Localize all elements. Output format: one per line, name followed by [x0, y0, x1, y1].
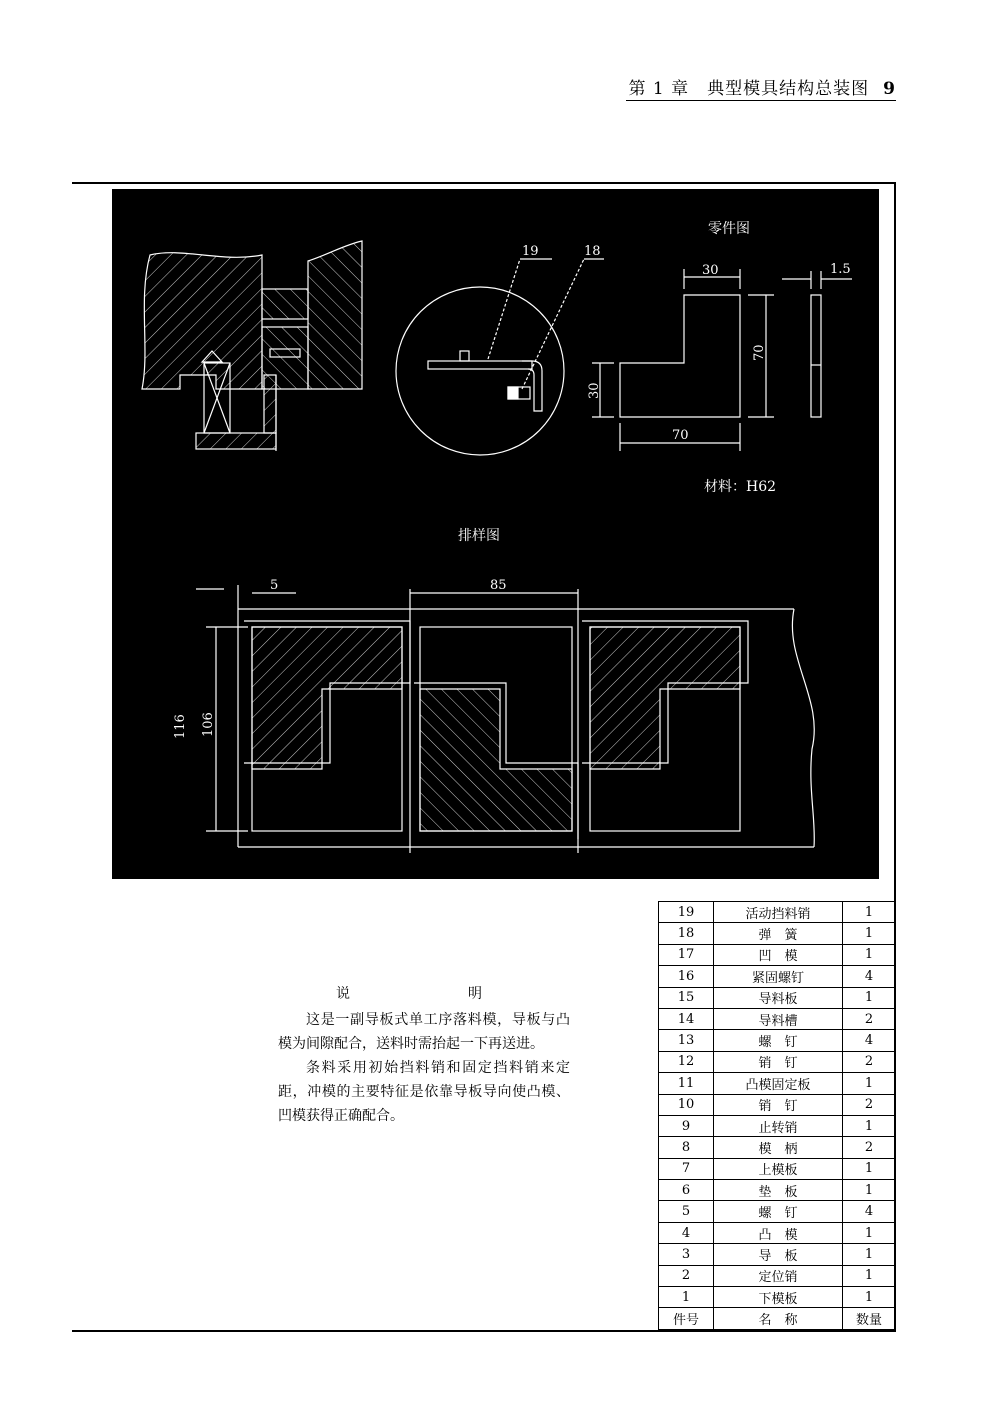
- part-name: 模 柄: [714, 1137, 843, 1158]
- parts-list-row: [659, 1094, 896, 1115]
- page-header: [629, 74, 896, 99]
- part-name: 凸模固定板: [714, 1073, 843, 1094]
- description-notes: [278, 982, 570, 1128]
- part-name: 弹 簧: [714, 923, 843, 944]
- part-number: 14: [659, 1008, 714, 1029]
- dim-layout-85: 85: [490, 578, 507, 593]
- part-name: 活动挡料销: [714, 902, 843, 923]
- parts-list-row: [659, 1008, 896, 1029]
- part-name: 紧固螺钉: [714, 966, 843, 987]
- part-number: 10: [659, 1094, 714, 1115]
- part-quantity: 4: [843, 1030, 896, 1051]
- part-quantity: 1: [843, 987, 896, 1008]
- part-quantity: 1: [843, 1158, 896, 1179]
- part-name: 垫 板: [714, 1180, 843, 1201]
- dim-layout-106: 106: [201, 712, 216, 737]
- part-number: 16: [659, 966, 714, 987]
- callout-19: 19: [522, 244, 539, 259]
- parts-list-row: [659, 1073, 896, 1094]
- detail-circle: [396, 259, 604, 455]
- callout-18: 18: [584, 244, 601, 259]
- part-quantity: 1: [843, 1073, 896, 1094]
- assembly-drawing: [112, 189, 879, 879]
- dim-part-1-5: 1.5: [830, 262, 851, 277]
- section-view: [142, 241, 362, 451]
- dim-part-30-top: 30: [702, 263, 719, 278]
- notes-paragraph-1: 这是一副导板式单工序落料模，导板与凸模为间隙配合，送料时需抬起一下再送进。: [278, 1012, 570, 1052]
- part-name: 销 钉: [714, 1094, 843, 1115]
- part-name: 导 板: [714, 1244, 843, 1265]
- part-quantity: 2: [843, 1094, 896, 1115]
- part-number: 1: [659, 1287, 714, 1308]
- part-quantity: 1: [843, 902, 896, 923]
- parts-list-row: [659, 987, 896, 1008]
- part-quantity: 1: [843, 944, 896, 965]
- part-number: 11: [659, 1073, 714, 1094]
- parts-list-row: [659, 1158, 896, 1179]
- part-quantity: 1: [843, 1265, 896, 1286]
- dim-part-70-bottom: 70: [672, 428, 689, 443]
- part-number: 7: [659, 1158, 714, 1179]
- parts-list-row: [659, 1287, 896, 1308]
- part-name: 导料槽: [714, 1008, 843, 1029]
- part-quantity: 2: [843, 1008, 896, 1029]
- parts-list-header-row: [659, 1308, 896, 1329]
- part-name: 上模板: [714, 1158, 843, 1179]
- page-number: 9: [883, 79, 896, 99]
- parts-list-row: [659, 1030, 896, 1051]
- part-quantity: 1: [843, 1180, 896, 1201]
- parts-list-row: [659, 902, 896, 923]
- part-number: 4: [659, 1222, 714, 1243]
- part-number: 3: [659, 1244, 714, 1265]
- frame-bottom-rule: [72, 1330, 896, 1332]
- header-part-number: 件号: [659, 1308, 714, 1329]
- dim-part-30-left: 30: [587, 382, 602, 399]
- part-number: 17: [659, 944, 714, 965]
- part-name: 螺 钉: [714, 1201, 843, 1222]
- notes-title: 说 明: [336, 986, 512, 1002]
- chapter-title: 第 1 章 典型模具结构总装图: [628, 79, 870, 99]
- layout-title: 排样图: [458, 528, 500, 544]
- part-number: 5: [659, 1201, 714, 1222]
- parts-list-row: [659, 1265, 896, 1286]
- header-rule: [626, 100, 896, 101]
- part-name: 导料板: [714, 987, 843, 1008]
- dim-layout-5: 5: [270, 578, 279, 593]
- part-name: 凹 模: [714, 944, 843, 965]
- part-name: 定位销: [714, 1265, 843, 1286]
- part-drawing-title: 零件图: [708, 221, 750, 237]
- part-quantity: 1: [843, 1244, 896, 1265]
- part-number: 19: [659, 902, 714, 923]
- parts-list-row: [659, 1201, 896, 1222]
- part-number: 8: [659, 1137, 714, 1158]
- part-quantity: 2: [843, 1051, 896, 1072]
- part-number: 6: [659, 1180, 714, 1201]
- part-quantity: 1: [843, 1287, 896, 1308]
- part-name: 凸 模: [714, 1222, 843, 1243]
- parts-list-row: [659, 966, 896, 987]
- parts-list-row: [659, 1244, 896, 1265]
- parts-list-row: [659, 923, 896, 944]
- parts-list-row: [659, 1051, 896, 1072]
- part-quantity: 4: [843, 1201, 896, 1222]
- parts-list-table: [658, 901, 896, 1330]
- part-name: 销 钉: [714, 1051, 843, 1072]
- notes-paragraph-2: 条料采用初始挡料销和固定挡料销来定距，冲模的主要特征是依靠导板导向使凸模、凹模获得正确配合。: [278, 1060, 570, 1124]
- part-number: 2: [659, 1265, 714, 1286]
- part-number: 15: [659, 987, 714, 1008]
- part-quantity: 1: [843, 1115, 896, 1136]
- dim-part-70-vertical: 70: [752, 344, 767, 361]
- part-name: 下模板: [714, 1287, 843, 1308]
- parts-list-row: [659, 1180, 896, 1201]
- part-quantity: 4: [843, 966, 896, 987]
- part-number: 9: [659, 1115, 714, 1136]
- part-quantity: 2: [843, 1137, 896, 1158]
- part-number: 12: [659, 1051, 714, 1072]
- part-number: 13: [659, 1030, 714, 1051]
- header-quantity: 数量: [843, 1308, 896, 1329]
- frame-top-rule: [72, 182, 896, 184]
- parts-list-row: [659, 1137, 896, 1158]
- parts-list-row: [659, 1115, 896, 1136]
- header-part-name: 名 称: [714, 1308, 843, 1329]
- parts-list-row: [659, 1222, 896, 1243]
- strip-layout: [196, 585, 814, 853]
- part-quantity: 1: [843, 1222, 896, 1243]
- parts-list-row: [659, 944, 896, 965]
- material-note: 材料：H62: [704, 479, 777, 495]
- part-number: 18: [659, 923, 714, 944]
- dim-layout-116: 116: [173, 714, 188, 739]
- part-quantity: 1: [843, 923, 896, 944]
- part-drawing: [592, 269, 852, 451]
- part-name: 止转销: [714, 1115, 843, 1136]
- part-name: 螺 钉: [714, 1030, 843, 1051]
